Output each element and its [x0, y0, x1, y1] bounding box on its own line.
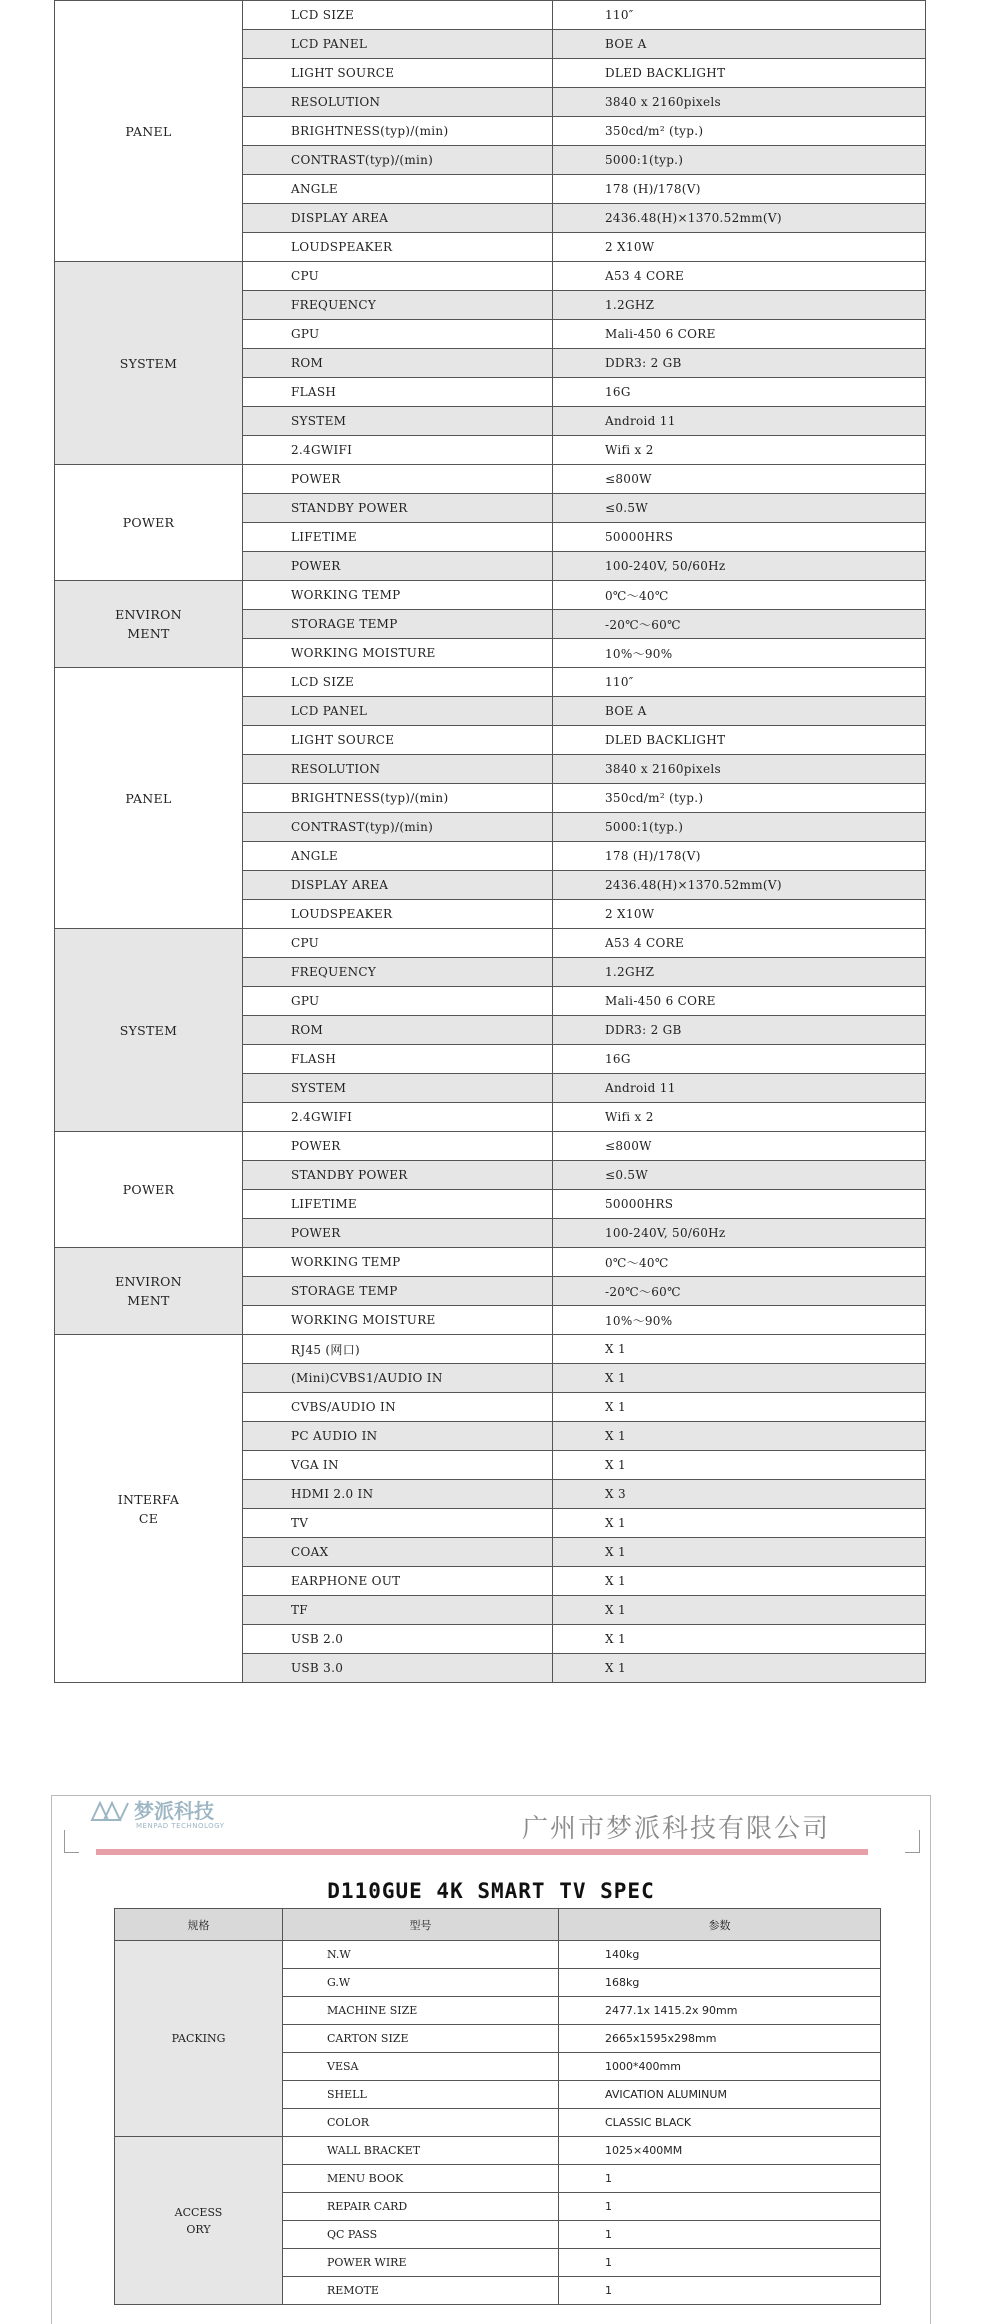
- packing-spec-table: [114, 1908, 881, 2305]
- spec-value: 50000HRS: [553, 523, 926, 552]
- section-label: [55, 262, 243, 465]
- section-label: [115, 2137, 283, 2305]
- spec-item: FREQUENCY: [243, 958, 553, 987]
- spec-value: 5000:1(typ.): [553, 146, 926, 175]
- spec-item: LCD PANEL: [243, 697, 553, 726]
- spec-item: DISPLAY AREA: [243, 204, 553, 233]
- corner-mark-right: [905, 1830, 920, 1853]
- section-label: [55, 1, 243, 262]
- spec-item: CONTRAST(typ)/(min): [243, 146, 553, 175]
- spec-item: ANGLE: [243, 842, 553, 871]
- spec-item: CONTRAST(typ)/(min): [243, 813, 553, 842]
- spec-item: REMOTE: [283, 2277, 559, 2305]
- spec-value: 0℃～40℃: [553, 581, 926, 610]
- spec-value: X 1: [553, 1393, 926, 1422]
- spec-item: LCD PANEL: [243, 30, 553, 59]
- spec-value: -20℃～60℃: [553, 610, 926, 639]
- spec-value: 16G: [553, 378, 926, 407]
- section-label: [55, 668, 243, 929]
- spec-value: ≤0.5W: [553, 1161, 926, 1190]
- spec-value: 2436.48(H)×1370.52mm(V): [553, 204, 926, 233]
- spec-item: LIFETIME: [243, 523, 553, 552]
- table-row: [115, 1941, 881, 1969]
- spec-item: CVBS/AUDIO IN: [243, 1393, 553, 1422]
- spec-value: 1: [559, 2277, 881, 2305]
- spec-value: 100-240V, 50/60Hz: [553, 1219, 926, 1248]
- spec-value: ≤800W: [553, 1132, 926, 1161]
- spec-item: COLOR: [283, 2109, 559, 2137]
- spec-item: LIGHT SOURCE: [243, 726, 553, 755]
- spec-value: 16G: [553, 1045, 926, 1074]
- spec-item: GPU: [243, 320, 553, 349]
- spec-value: Wifi x 2: [553, 1103, 926, 1132]
- spec-value: 5000:1(typ.): [553, 813, 926, 842]
- spec-value: 350cd/m² (typ.): [553, 117, 926, 146]
- spec-value: 1: [559, 2165, 881, 2193]
- spec-value: 1: [559, 2249, 881, 2277]
- table-row: [55, 1132, 926, 1161]
- spec-value: BOE A: [553, 697, 926, 726]
- table-row: [55, 929, 926, 958]
- spec-item: BRIGHTNESS(typ)/(min): [243, 117, 553, 146]
- table-row: [55, 1248, 926, 1277]
- spec-value: X 1: [553, 1335, 926, 1364]
- spec-item: CPU: [243, 262, 553, 291]
- spec-item: SYSTEM: [243, 407, 553, 436]
- spec-value: AVICATION ALUMINUM: [559, 2081, 881, 2109]
- spec-item: STANDBY POWER: [243, 1161, 553, 1190]
- spec-value: X 1: [553, 1509, 926, 1538]
- spec-value: A53 4 CORE: [553, 262, 926, 291]
- company-name: 广州市梦派科技有限公司: [522, 1814, 831, 1844]
- logo-text-en: MENPAD TECHNOLOGY: [136, 1822, 225, 1830]
- spec-value: X 1: [553, 1364, 926, 1393]
- spec-item: USB 2.0: [243, 1625, 553, 1654]
- logo-text-cn: 梦派科技: [134, 1799, 214, 1823]
- spec-value: 350cd/m² (typ.): [553, 784, 926, 813]
- spec-page-2: [51, 1795, 931, 2324]
- spec-item: HDMI 2.0 IN: [243, 1480, 553, 1509]
- section-label-text: ORY: [186, 2222, 211, 2236]
- spec-item: USB 3.0: [243, 1654, 553, 1683]
- header-rule: [96, 1849, 868, 1855]
- section-label: [115, 1941, 283, 2137]
- spec-item: CARTON SIZE: [283, 2025, 559, 2053]
- spec-value: X 1: [553, 1567, 926, 1596]
- spec-item: SYSTEM: [243, 1074, 553, 1103]
- spec-value: 2 X10W: [553, 233, 926, 262]
- section-label-text: MENT: [127, 1293, 170, 1308]
- spec-item: VGA IN: [243, 1451, 553, 1480]
- spec-item: LIGHT SOURCE: [243, 59, 553, 88]
- spec-item: TV: [243, 1509, 553, 1538]
- spec-value: X 1: [553, 1538, 926, 1567]
- spec-item: WORKING MOISTURE: [243, 1306, 553, 1335]
- section-label-text: POWER: [122, 1182, 175, 1197]
- spec-item: ROM: [243, 349, 553, 378]
- section-label: [55, 581, 243, 668]
- spec-value: 1: [559, 2193, 881, 2221]
- spec-value: X 3: [553, 1480, 926, 1509]
- spec-value: 140kg: [559, 1941, 881, 1969]
- spec-item: FLASH: [243, 378, 553, 407]
- spec-value: ≤800W: [553, 465, 926, 494]
- spec-item: POWER: [243, 1132, 553, 1161]
- document-title: D110GUE 4K SMART TV SPEC: [327, 1879, 655, 1903]
- spec-value: 1.2GHZ: [553, 291, 926, 320]
- spec-item: CPU: [243, 929, 553, 958]
- spec-value: DLED BACKLIGHT: [553, 726, 926, 755]
- spec-value: DDR3: 2 GB: [553, 349, 926, 378]
- header-parameter: 参数: [559, 1909, 881, 1941]
- spec-value: 10%～90%: [553, 1306, 926, 1335]
- spec-item: FLASH: [243, 1045, 553, 1074]
- spec-value: Mali-450 6 CORE: [553, 320, 926, 349]
- section-label-text: PANEL: [125, 123, 172, 139]
- spec-item: WALL BRACKET: [283, 2137, 559, 2165]
- spec-value: Wifi x 2: [553, 436, 926, 465]
- section-label-text: ENVIRON: [115, 607, 182, 622]
- spec-value: 178 (H)/178(V): [553, 842, 926, 871]
- spec-item: (Mini)CVBS1/AUDIO IN: [243, 1364, 553, 1393]
- spec-value: X 1: [553, 1451, 926, 1480]
- section-label: [55, 1132, 243, 1248]
- spec-value: 178 (H)/178(V): [553, 175, 926, 204]
- logo-mark-icon: [90, 1800, 130, 1822]
- spec-item: LIFETIME: [243, 1190, 553, 1219]
- spec-value: Android 11: [553, 407, 926, 436]
- spec-value: -20℃～60℃: [553, 1277, 926, 1306]
- spec-value: X 1: [553, 1422, 926, 1451]
- header-category: 规格: [115, 1909, 283, 1941]
- spec-value: 110″: [553, 1, 926, 30]
- spec-item: MENU BOOK: [283, 2165, 559, 2193]
- spec-value: ≤0.5W: [553, 494, 926, 523]
- spec-item: 2.4GWIFI: [243, 1103, 553, 1132]
- spec-item: 2.4GWIFI: [243, 436, 553, 465]
- section-label-text: MENT: [127, 626, 170, 641]
- company-logo: [90, 1799, 225, 1830]
- spec-value: DDR3: 2 GB: [553, 1016, 926, 1045]
- spec-value: X 1: [553, 1625, 926, 1654]
- spec-value: 2436.48(H)×1370.52mm(V): [553, 871, 926, 900]
- spec-value: 10%～90%: [553, 639, 926, 668]
- spec-item: LCD SIZE: [243, 1, 553, 30]
- spec-item: WORKING MOISTURE: [243, 639, 553, 668]
- section-label: [55, 929, 243, 1132]
- spec-item: G.W: [283, 1969, 559, 1997]
- spec-item: REPAIR CARD: [283, 2193, 559, 2221]
- spec-item: GPU: [243, 987, 553, 1016]
- spec-item: COAX: [243, 1538, 553, 1567]
- table-row: [55, 1335, 926, 1364]
- spec-value: Android 11: [553, 1074, 926, 1103]
- spec-item: POWER: [243, 465, 553, 494]
- spec-value: BOE A: [553, 30, 926, 59]
- spec-item: RESOLUTION: [243, 755, 553, 784]
- table-row: [55, 465, 926, 494]
- spec-item: TF: [243, 1596, 553, 1625]
- spec-item: SHELL: [283, 2081, 559, 2109]
- spec-item: DISPLAY AREA: [243, 871, 553, 900]
- spec-item: BRIGHTNESS(typ)/(min): [243, 784, 553, 813]
- table-header-row: [115, 1909, 881, 1941]
- spec-item: ANGLE: [243, 175, 553, 204]
- spec-value: DLED BACKLIGHT: [553, 59, 926, 88]
- spec-item: ROM: [243, 1016, 553, 1045]
- spec-value: 2477.1x 1415.2x 90mm: [559, 1997, 881, 2025]
- section-label-text: ACCESS: [174, 2205, 223, 2219]
- spec-item: POWER: [243, 1219, 553, 1248]
- spec-value: 1: [559, 2221, 881, 2249]
- spec-value: Mali-450 6 CORE: [553, 987, 926, 1016]
- section-label-text: PANEL: [125, 790, 172, 806]
- section-label-text: INTERFA: [117, 1491, 180, 1507]
- table-row: [115, 2137, 881, 2165]
- spec-value: CLASSIC BLACK: [559, 2109, 881, 2137]
- spec-item: VESA: [283, 2053, 559, 2081]
- spec-item: RJ45 (网口): [243, 1335, 553, 1364]
- spec-item: STANDBY POWER: [243, 494, 553, 523]
- spec-value: 168kg: [559, 1969, 881, 1997]
- spec-value: X 1: [553, 1596, 926, 1625]
- spec-item: RESOLUTION: [243, 88, 553, 117]
- header-model: 型号: [283, 1909, 559, 1941]
- spec-item: LOUDSPEAKER: [243, 233, 553, 262]
- section-label-text: CE: [138, 1510, 159, 1526]
- section-label-text: ENVIRON: [115, 1274, 182, 1289]
- spec-item: N.W: [283, 1941, 559, 1969]
- spec-value: 2 X10W: [553, 900, 926, 929]
- table-row: [55, 1, 926, 30]
- spec-item: FREQUENCY: [243, 291, 553, 320]
- spec-item: WORKING TEMP: [243, 1248, 553, 1277]
- section-label-text: SYSTEM: [119, 355, 178, 371]
- spec-item: STORAGE TEMP: [243, 1277, 553, 1306]
- spec-table: [54, 0, 926, 1683]
- spec-value: 110″: [553, 668, 926, 697]
- table-row: [55, 668, 926, 697]
- spec-item: LCD SIZE: [243, 668, 553, 697]
- spec-value: 1.2GHZ: [553, 958, 926, 987]
- spec-value: 1025×400MM: [559, 2137, 881, 2165]
- spec-value: 3840 x 2160pixels: [553, 88, 926, 117]
- spec-item: POWER: [243, 552, 553, 581]
- spec-value: 50000HRS: [553, 1190, 926, 1219]
- spec-value: 3840 x 2160pixels: [553, 755, 926, 784]
- spec-item: PC AUDIO IN: [243, 1422, 553, 1451]
- section-label: [55, 1335, 243, 1683]
- spec-item: LOUDSPEAKER: [243, 900, 553, 929]
- section-label-text: SYSTEM: [119, 1022, 178, 1038]
- spec-item: QC PASS: [283, 2221, 559, 2249]
- section-label-text: PACKING: [171, 2032, 226, 2045]
- table-row: [55, 262, 926, 291]
- spec-value: 100-240V, 50/60Hz: [553, 552, 926, 581]
- spec-value: A53 4 CORE: [553, 929, 926, 958]
- spec-item: STORAGE TEMP: [243, 610, 553, 639]
- spec-item: EARPHONE OUT: [243, 1567, 553, 1596]
- section-label: [55, 1248, 243, 1335]
- section-label-text: POWER: [122, 515, 175, 530]
- corner-mark-left: [64, 1830, 79, 1853]
- spec-value: 2665x1595x298mm: [559, 2025, 881, 2053]
- spec-value: 0℃～40℃: [553, 1248, 926, 1277]
- spec-item: POWER WIRE: [283, 2249, 559, 2277]
- spec-value: X 1: [553, 1654, 926, 1683]
- table-row: [55, 581, 926, 610]
- spec-item: WORKING TEMP: [243, 581, 553, 610]
- section-label: [55, 465, 243, 581]
- spec-item: MACHINE SIZE: [283, 1997, 559, 2025]
- spec-value: 1000*400mm: [559, 2053, 881, 2081]
